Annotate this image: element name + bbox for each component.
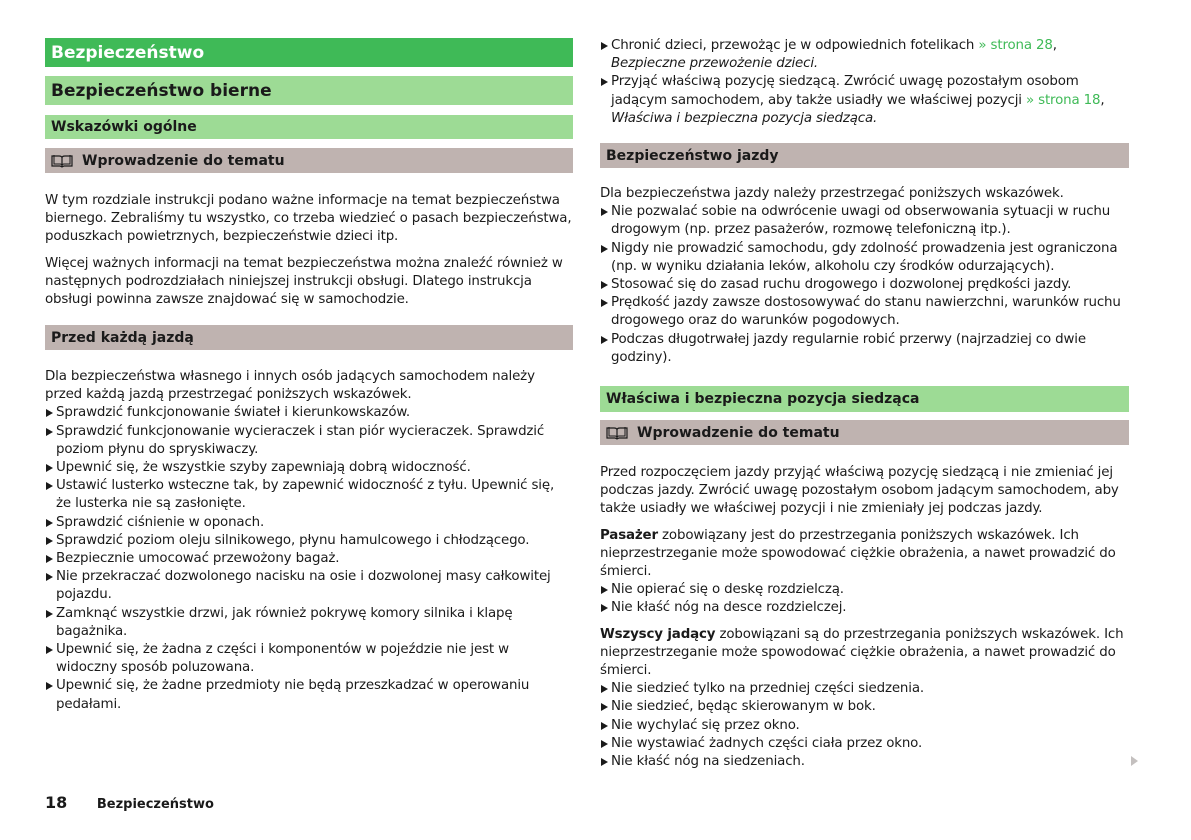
page-footer (45, 793, 214, 812)
driving-safety-list (600, 203, 1129, 367)
topic-intro-heading (45, 148, 573, 173)
intro-paragraph: W tym rozdziale instrukcji podano ważne informacje na temat bezpieczeństwa biernego. Zebraliśmy tu wszystko, co trzeba wiedzieć o pasach bezpieczeństwa, poduszkach powietrznych, bezpieczeństwie dzieci itp. (45, 193, 572, 245)
before-drive-list (45, 404, 573, 713)
reference-title: Właściwa i bezpieczna pozycja siedząca. (611, 110, 878, 126)
list-item: Przyjąć właściwą pozycję siedzącą. Zwrócić uwagę pozostałym osobom jadącym samochodem, aby także usiadły we właściwej pozycji » strona 18, Właściwa i bezpieczna pozycja siedząca. (600, 73, 1129, 128)
before-drive-text (45, 368, 573, 714)
seating-intro-label: Wprowadzenie do tematu (637, 424, 840, 441)
before-drive-heading: Przed każdą jazdą (45, 325, 573, 350)
section-heading: Bezpieczeństwo bierne (45, 76, 573, 105)
book-icon (606, 426, 628, 440)
list-item: Nie siedzieć tylko na przedniej części siedzenia. (600, 680, 1129, 698)
footer-section-title: Bezpieczeństwo (96, 797, 214, 812)
list-item: Sprawdzić ciśnienie w oponach. (45, 514, 573, 532)
list-item: Nie opierać się o deskę rozdzielczą. (600, 581, 1129, 599)
all-occupants-list (600, 680, 1129, 771)
passenger-paragraph: Pasażer zobowiązany jest do przestrzegania poniższych wskazówek. Ich nieprzestrzeganie może spowodować ciężkie obrażenia, a nawet prowadzić do śmierci. (600, 527, 1116, 580)
list-item: Nie pozwalać sobie na odwrócenie uwagi od obserwowania sytuacji w ruchu drogowym (np. przez pasażerów, rozmowę telefoniczną itp.). (600, 203, 1129, 239)
page-link[interactable]: » strona 28 (978, 38, 1053, 53)
list-item: Sprawdzić funkcjonowanie świateł i kierunkowskazów. (45, 404, 573, 422)
reference-title: Bezpieczne przewożenie dzieci. (611, 56, 818, 72)
intro-paragraph: Więcej ważnych informacji na temat bezpieczeństwa można znaleźć również w następnych podrozdziałach niniejszej instrukcji obsługi. Dlatego instrukcja obsługi powinna zawsze znajdować się w samochodzie. (45, 255, 563, 308)
list-item: Upewnić się, że żadne przedmioty nie będą przeszkadzać w operowaniu pedałami. (45, 677, 573, 713)
intro-text (45, 192, 573, 309)
list-item: Prędkość jazdy zawsze dostosowywać do stanu nawierzchni, warunków ruchu drogowego oraz do warunków pogodowych. (600, 294, 1129, 330)
before-drive-intro: Dla bezpieczeństwa własnego i innych osób jadących samochodem należy przed każdą jazdą przestrzegać poniższych wskazówek. (45, 369, 535, 403)
list-item: Sprawdzić funkcjonowanie wycieraczek i stan piór wycieraczek. Sprawdzić poziom płynu do spryskiwaczy. (45, 423, 573, 459)
list-item: Chronić dzieci, przewożąc je w odpowiednich fotelikach » strona 28, Bezpieczne przewożenie dzieci. (600, 37, 1129, 73)
page-link[interactable]: » strona 18 (1025, 92, 1101, 108)
list-item: Zamknąć wszystkie drzwi, jak również pokrywę komory silnika i klapę bagażnika. (45, 605, 573, 641)
list-item: Sprawdzić poziom oleju silnikowego, płynu hamulcowego i chłodzącego. (45, 532, 573, 550)
next-page-arrow-icon[interactable] (1131, 756, 1138, 766)
driving-safety-intro: Dla bezpieczeństwa jazdy należy przestrzegać poniższych wskazówek. (600, 186, 1064, 201)
subsection-heading: Wskazówki ogólne (45, 115, 573, 139)
seating-intro-heading (600, 420, 1129, 445)
topic-intro-label: Wprowadzenie do tematu (82, 152, 285, 169)
list-item: Upewnić się, że żadna z części i komponentów w pojeździe nie jest w widoczny sposób poluzowana. (45, 641, 573, 677)
list-item: Nie kłaść nóg na siedzeniach. (600, 753, 1129, 771)
continued-list-text (600, 37, 1129, 128)
list-item: Podczas długotrwałej jazdy regularnie robić przerwy (najrzadziej co dwie godziny). (600, 331, 1129, 367)
chapter-heading: Bezpieczeństwo (45, 38, 573, 67)
list-item: Nie wystawiać żadnych części ciała przez okno. (600, 735, 1129, 753)
all-occupants-paragraph: Wszyscy jadący zobowiązani są do przestrzegania poniższych wskazówek. Ich nieprzestrzeganie może spowodować ciężkie obrażenia, a nawet prowadzić do śmierci. (600, 626, 1124, 679)
book-icon (51, 154, 73, 168)
page-number: 18 (45, 793, 68, 812)
list-item: Upewnić się, że wszystkie szyby zapewniają dobrą widoczność. (45, 459, 573, 477)
list-item: Nie siedzieć, będąc skierowanym w bok. (600, 698, 1129, 716)
list-item: Stosować się do zasad ruchu drogowego i dozwolonej prędkości jazdy. (600, 276, 1129, 294)
list-item: Nie przekraczać dozwolonego nacisku na osie i dozwolonej masy całkowitej pojazdu. (45, 568, 573, 604)
list-item: Ustawić lusterko wsteczne tak, by zapewnić widoczność z tyłu. Upewnić się, że lusterka nie są zasłonięte. (45, 477, 573, 513)
list-item: Nigdy nie prowadzić samochodu, gdy zdolność prowadzenia jest ograniczona (np. w wyniku działania leków, alkoholu czy środków odurzających). (600, 240, 1129, 276)
list-item: Nie kłaść nóg na desce rozdzielczej. (600, 599, 1129, 617)
driving-safety-text (600, 185, 1129, 367)
continued-list (600, 37, 1129, 128)
seating-text (600, 464, 1129, 771)
list-item: Bezpiecznie umocować przewożony bagaż. (45, 550, 573, 568)
passenger-list (600, 581, 1129, 617)
list-item: Nie wychylać się przez okno. (600, 717, 1129, 735)
seating-paragraph: Przed rozpoczęciem jazdy przyjąć właściwą pozycję siedzącą i nie zmieniać jej podczas jazdy. Zwrócić uwagę pozostałym osobom jadącym samochodem, aby także usiadły we właściwej pozycji i nie zmieniały jej podczas jazdy. (600, 465, 1119, 517)
seating-section-heading: Właściwa i bezpieczna pozycja siedząca (600, 386, 1129, 412)
driving-safety-heading: Bezpieczeństwo jazdy (600, 143, 1129, 168)
